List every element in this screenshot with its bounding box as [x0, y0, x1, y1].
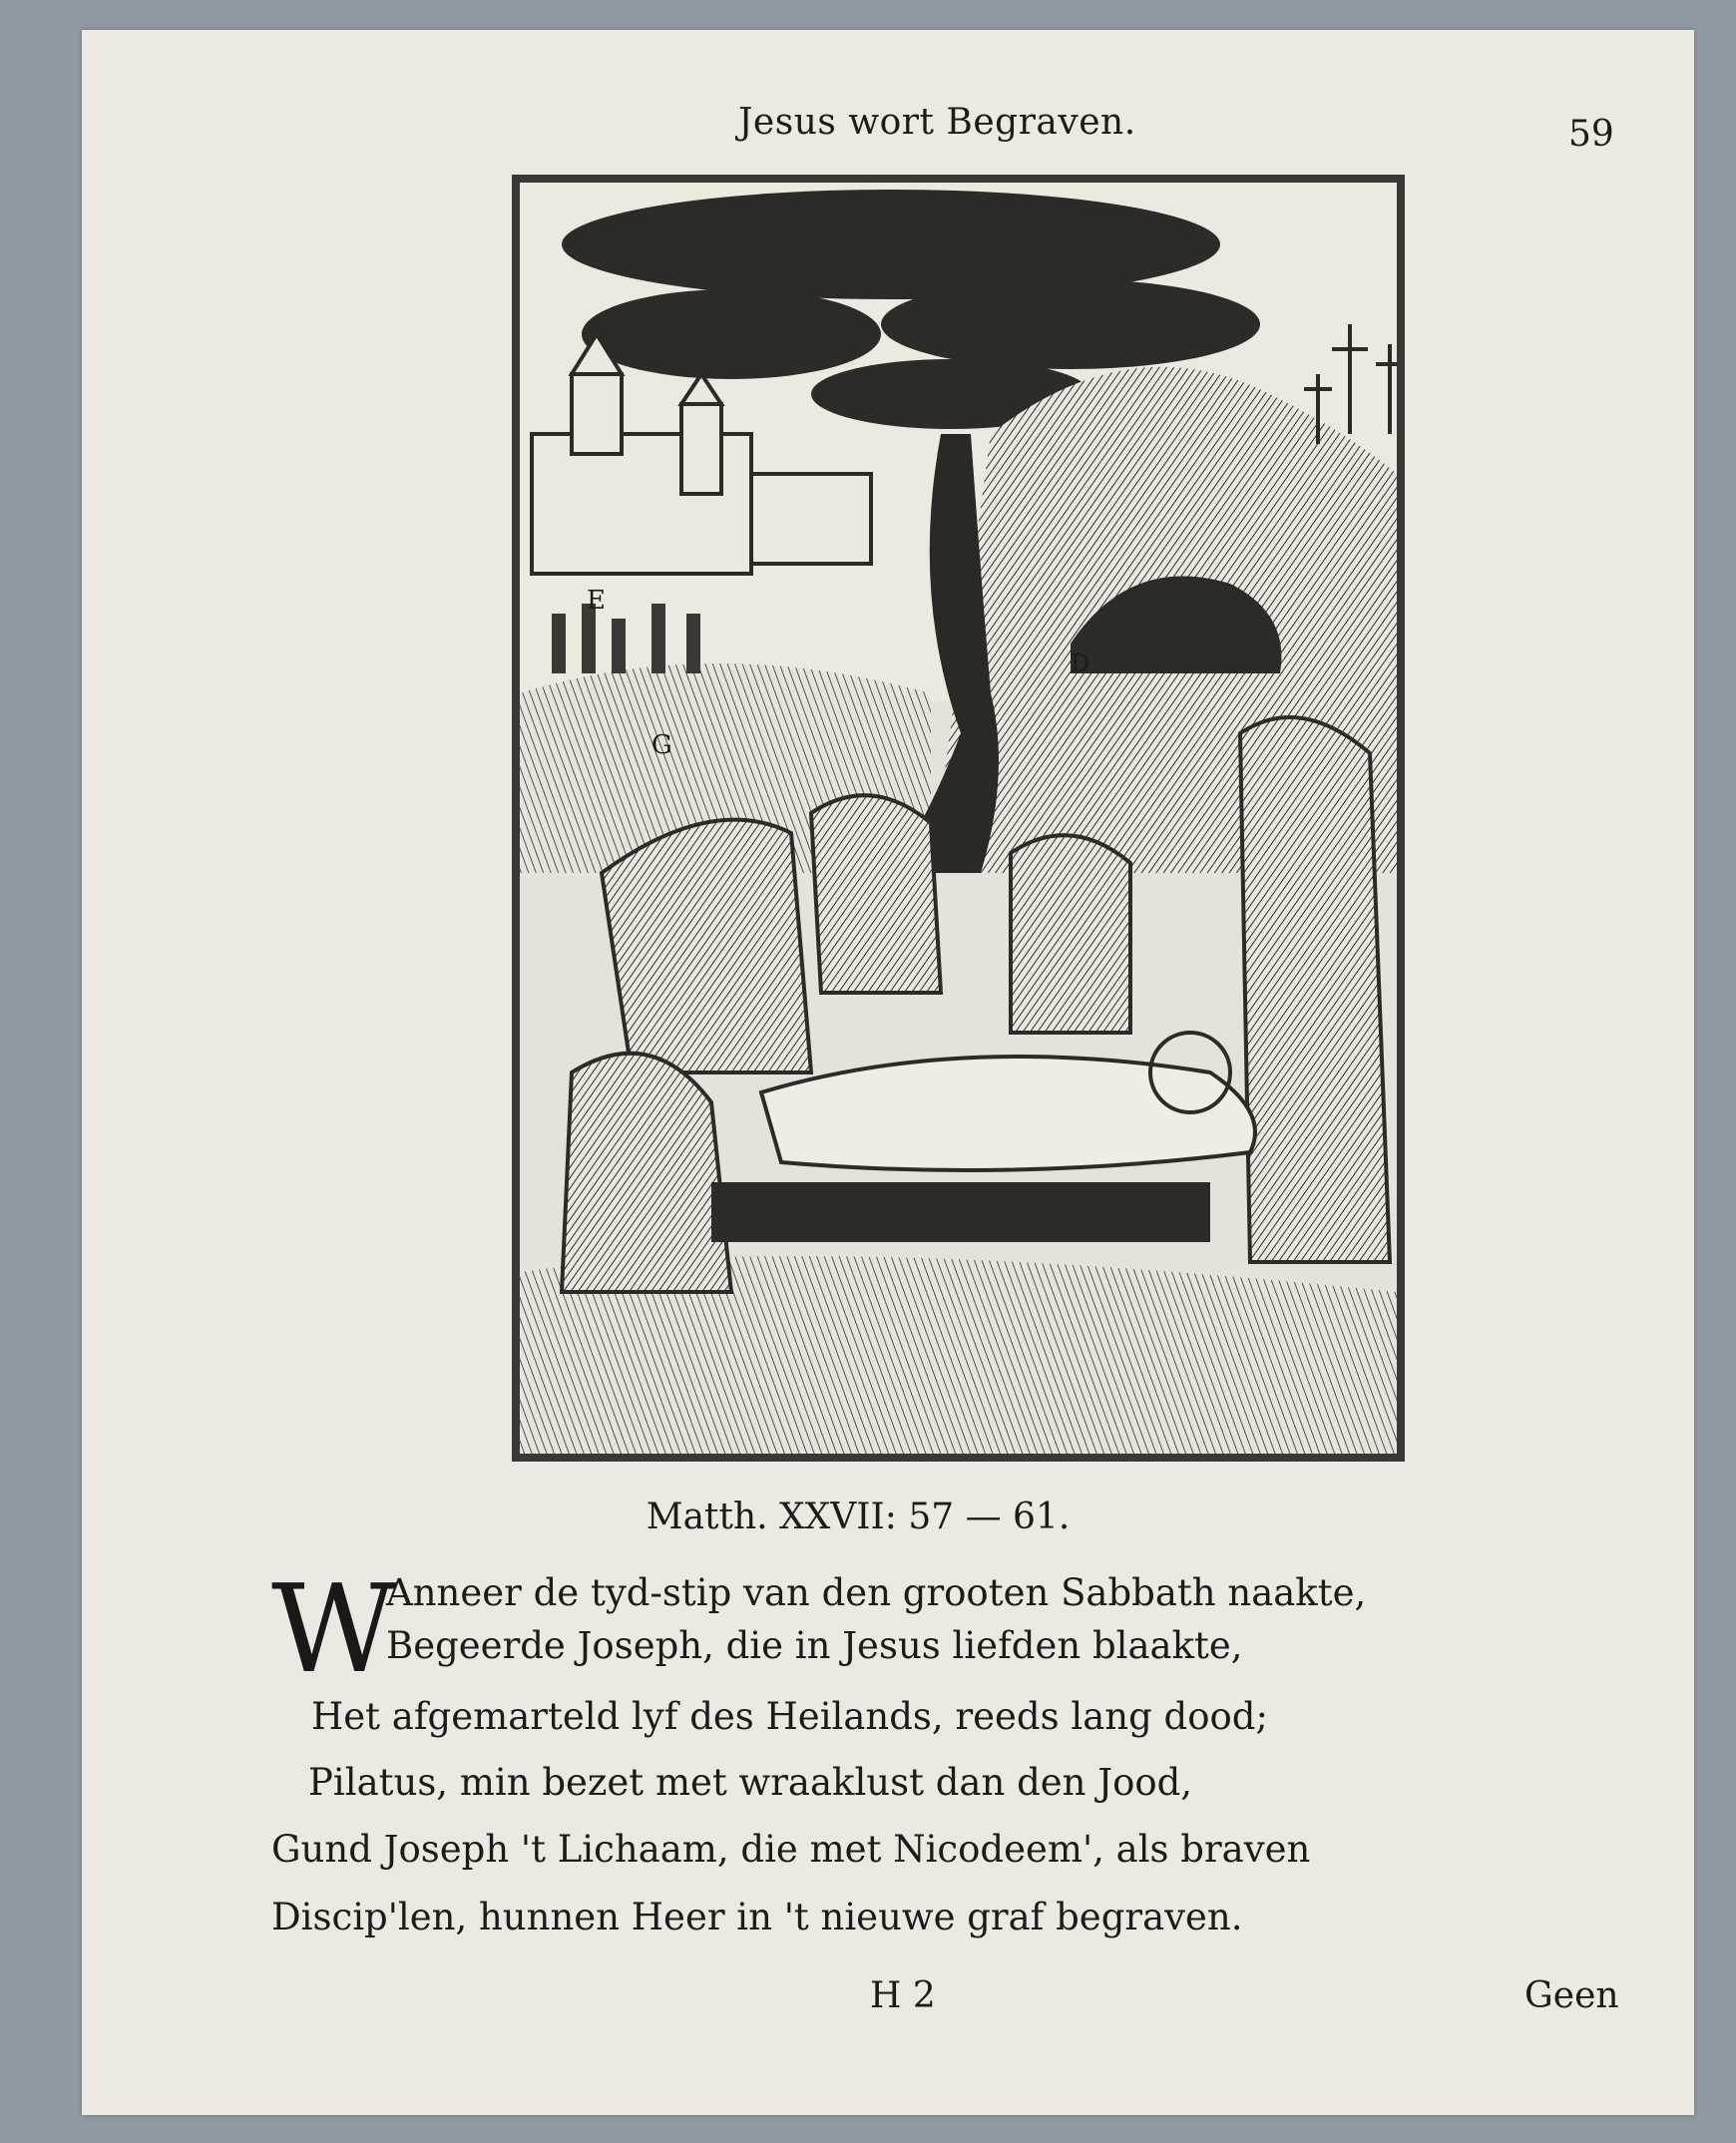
letter-d: D	[1071, 649, 1090, 677]
page-number: 59	[1568, 114, 1614, 155]
drop-cap: W	[271, 1558, 397, 1700]
caption-text: Matth. XXVII: 57 — 61.	[646, 1497, 1071, 1537]
letter-e: E	[587, 586, 606, 616]
woodcut-drawing	[512, 175, 1405, 1462]
poem-line-1: Anneer de tyd-stip van den grooten Sabbath naakte,	[386, 1571, 1367, 1614]
letter-g: G	[651, 730, 672, 760]
scripture-caption	[0, 1497, 1736, 1537]
poem-line-5: Gund Joseph 't Lichaam, die met Nicodeem', als braven	[271, 1828, 1311, 1871]
catchword: Geen	[1524, 1975, 1619, 2016]
running-title: Jesus wort Begraven.	[738, 102, 1136, 143]
woodcut-illustration	[512, 175, 1405, 1462]
signature-mark: H 2	[870, 1975, 936, 2016]
poem-line-6: Discip'len, hunnen Heer in 't nieuwe graf begraven.	[271, 1896, 1243, 1938]
poem-line-2: Begeerde Joseph, die in Jesus liefden blaakte,	[386, 1624, 1243, 1667]
poem-line-4: Pilatus, min bezet met wraaklust dan den Jood,	[308, 1761, 1193, 1804]
poem-line-3: Het afgemarteld lyf des Heilands, reeds lang dood;	[311, 1695, 1268, 1738]
